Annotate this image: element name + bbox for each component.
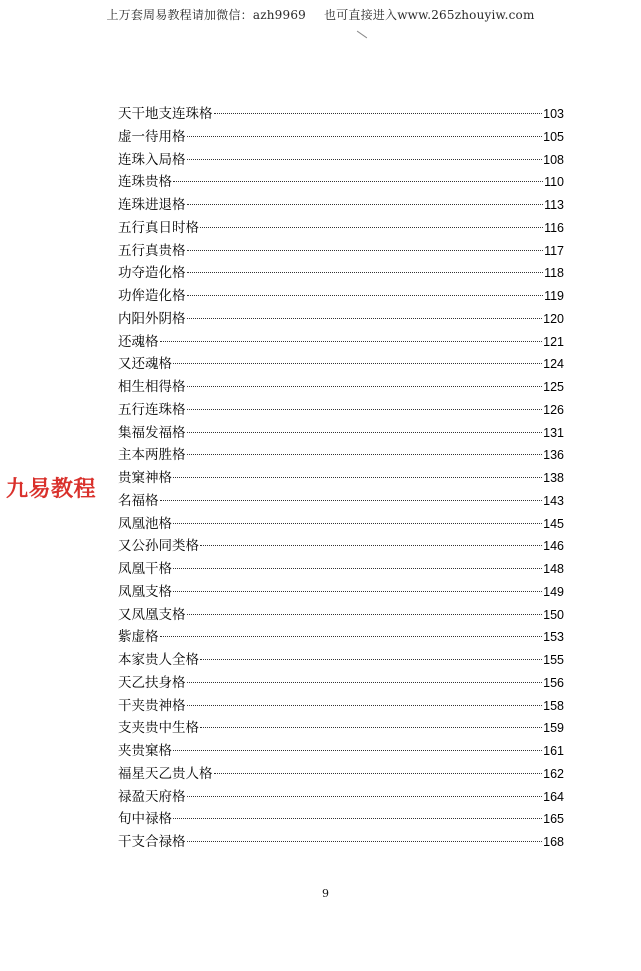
toc-entry-title: 五行连珠格: [118, 401, 186, 418]
toc-entry-page: 159: [543, 721, 564, 736]
toc-entry-page: 168: [543, 835, 564, 849]
toc-entry-title: 功侔造化格: [118, 288, 186, 304]
dot-leader: [187, 796, 543, 797]
toc-entry-page: 148: [543, 562, 564, 576]
toc-entry-page: 119: [544, 289, 564, 303]
toc-entry-page: 150: [543, 607, 564, 622]
toc-entry[interactable]: [118, 535, 564, 558]
dot-leader: [187, 386, 543, 387]
header-wechat-text: 上万套周易教程请加微信：azh9969: [106, 8, 306, 22]
toc-entry-title: 又还魂格: [118, 356, 172, 373]
toc-entry-page: 113: [544, 198, 564, 212]
dot-leader: [187, 454, 543, 455]
toc-entry[interactable]: [118, 149, 564, 172]
toc-entry-title: 连珠贵格: [118, 174, 172, 191]
toc-entry-page: 121: [543, 334, 564, 349]
toc-entry[interactable]: [118, 103, 564, 126]
toc-entry-title: 又公孙同类格: [118, 538, 199, 555]
dot-leader: [187, 682, 543, 683]
dot-leader: [173, 568, 542, 569]
toc-entry[interactable]: [118, 695, 564, 718]
toc-entry-title: 连珠入局格: [118, 151, 186, 168]
toc-entry-title: 支夹贵中生格: [118, 720, 199, 737]
watermark-logo: 九易教程: [6, 477, 97, 502]
toc-entry[interactable]: [118, 467, 564, 490]
toc-entry[interactable]: [118, 308, 564, 331]
dot-leader: [187, 295, 544, 296]
toc-entry[interactable]: [118, 240, 564, 263]
toc-entry-title: 五行真日时格: [118, 219, 199, 236]
toc-entry-title: 天干地支连珠格: [118, 106, 213, 122]
toc-entry-page: 155: [543, 653, 564, 667]
table-of-contents: [118, 103, 564, 854]
dot-leader: [200, 727, 542, 728]
dot-leader: [214, 773, 543, 774]
dot-leader: [200, 659, 542, 660]
toc-entry-page: 117: [544, 243, 564, 258]
dot-leader: [187, 614, 543, 615]
toc-entry-title: 贵窠神格: [118, 470, 172, 486]
toc-entry[interactable]: [118, 194, 564, 217]
toc-entry-title: 虚一待用格: [118, 128, 186, 145]
toc-entry-page: 105: [543, 129, 564, 144]
toc-entry[interactable]: [118, 604, 564, 627]
toc-entry-page: 125: [543, 380, 564, 394]
toc-entry[interactable]: [118, 217, 564, 240]
toc-entry-page: 131: [543, 425, 564, 440]
dot-leader: [187, 841, 543, 842]
toc-entry[interactable]: [118, 262, 564, 285]
dot-leader: [187, 432, 543, 433]
toc-entry[interactable]: [118, 808, 564, 831]
toc-entry[interactable]: [118, 831, 564, 854]
toc-entry[interactable]: [118, 399, 564, 422]
dot-leader: [173, 818, 542, 819]
toc-entry[interactable]: [118, 422, 564, 445]
toc-entry[interactable]: [118, 331, 564, 354]
toc-entry-page: 118: [544, 266, 564, 281]
dot-leader: [187, 204, 544, 205]
toc-entry[interactable]: [118, 717, 564, 740]
dot-leader: [187, 409, 543, 410]
toc-entry-title: 夹贵窠格: [118, 743, 172, 759]
toc-entry[interactable]: [118, 786, 564, 809]
dot-leader: [173, 363, 542, 364]
dot-leader: [187, 136, 543, 137]
toc-entry-title: 凤凰干格: [118, 561, 172, 577]
toc-entry-page: 124: [543, 357, 564, 372]
toc-entry[interactable]: [118, 285, 564, 308]
toc-entry-page: 161: [543, 744, 564, 758]
toc-entry[interactable]: [118, 672, 564, 695]
toc-entry-page: 143: [543, 493, 564, 508]
toc-entry-title: 本家贵人全格: [118, 652, 199, 668]
toc-entry-title: 旬中禄格: [118, 811, 172, 828]
toc-entry-title: 又凤凰支格: [118, 606, 186, 623]
toc-entry-page: 108: [543, 152, 564, 167]
toc-entry-page: 103: [543, 107, 564, 121]
toc-entry-page: 153: [543, 630, 564, 645]
toc-entry-page: 138: [543, 471, 564, 485]
toc-entry-title: 天乙扶身格: [118, 674, 186, 691]
toc-entry-title: 凤凰池格: [118, 515, 172, 532]
toc-entry-title: 还魂格: [118, 333, 159, 350]
dot-leader: [173, 523, 542, 524]
toc-entry-page: 116: [544, 220, 564, 235]
dot-leader: [187, 250, 544, 251]
dot-leader: [200, 227, 543, 228]
toc-entry[interactable]: [118, 513, 564, 536]
toc-entry[interactable]: [118, 581, 564, 604]
toc-entry-title: 主本两胜格: [118, 447, 186, 464]
toc-entry-title: 福星天乙贵人格: [118, 765, 213, 782]
toc-entry[interactable]: [118, 376, 564, 399]
toc-entry-page: 149: [543, 584, 564, 599]
toc-entry-page: 158: [543, 698, 564, 713]
toc-entry-title: 禄盈天府格: [118, 788, 186, 805]
dot-leader: [214, 113, 543, 114]
toc-entry-page: 165: [543, 812, 564, 827]
dot-leader: [200, 545, 542, 546]
page-header: [0, 6, 641, 23]
toc-entry-title: 功夺造化格: [118, 265, 186, 282]
toc-entry[interactable]: [118, 649, 564, 672]
toc-entry-page: 110: [544, 175, 564, 190]
toc-entry[interactable]: [118, 490, 564, 513]
toc-entry-title: 相生相得格: [118, 379, 186, 395]
toc-entry-page: 126: [543, 402, 564, 417]
toc-entry[interactable]: [118, 171, 564, 194]
toc-entry-title: 干支合禄格: [118, 834, 186, 850]
toc-entry[interactable]: [118, 740, 564, 763]
toc-entry-title: 集福发福格: [118, 424, 186, 441]
toc-entry-title: 连珠进退格: [118, 197, 186, 213]
toc-entry-page: 146: [543, 539, 564, 554]
toc-entry[interactable]: [118, 353, 564, 376]
toc-entry-title: 紫虚格: [118, 629, 159, 646]
header-website-text: 也可直接进入www.265zhouyiw.com: [324, 8, 535, 22]
dot-leader: [187, 705, 543, 706]
dot-leader: [187, 159, 543, 160]
toc-entry[interactable]: [118, 558, 564, 581]
dot-leader: [173, 181, 543, 182]
toc-entry[interactable]: [118, 626, 564, 649]
dot-leader: [160, 636, 543, 637]
dot-leader: [173, 477, 542, 478]
dot-leader: [187, 318, 543, 319]
dot-leader: [187, 272, 544, 273]
stray-pen-mark: [357, 31, 367, 39]
toc-entry-title: 凤凰支格: [118, 583, 172, 600]
toc-entry[interactable]: [118, 126, 564, 149]
toc-entry[interactable]: [118, 763, 564, 786]
toc-entry-title: 名福格: [118, 492, 159, 509]
page-number: 9: [322, 887, 329, 900]
toc-entry-page: 162: [543, 766, 564, 781]
dot-leader: [173, 591, 542, 592]
dot-leader: [173, 750, 542, 751]
toc-entry[interactable]: [118, 444, 564, 467]
toc-entry-title: 五行真贵格: [118, 242, 186, 259]
toc-entry-page: 136: [543, 448, 564, 463]
toc-entry-page: 145: [543, 516, 564, 531]
toc-entry-title: 内阳外阴格: [118, 310, 186, 327]
dot-leader: [160, 500, 543, 501]
dot-leader: [160, 341, 543, 342]
toc-entry-page: 120: [543, 311, 564, 326]
toc-entry-title: 干夹贵神格: [118, 697, 186, 714]
toc-entry-page: 164: [543, 789, 564, 804]
toc-entry-page: 156: [543, 675, 564, 690]
